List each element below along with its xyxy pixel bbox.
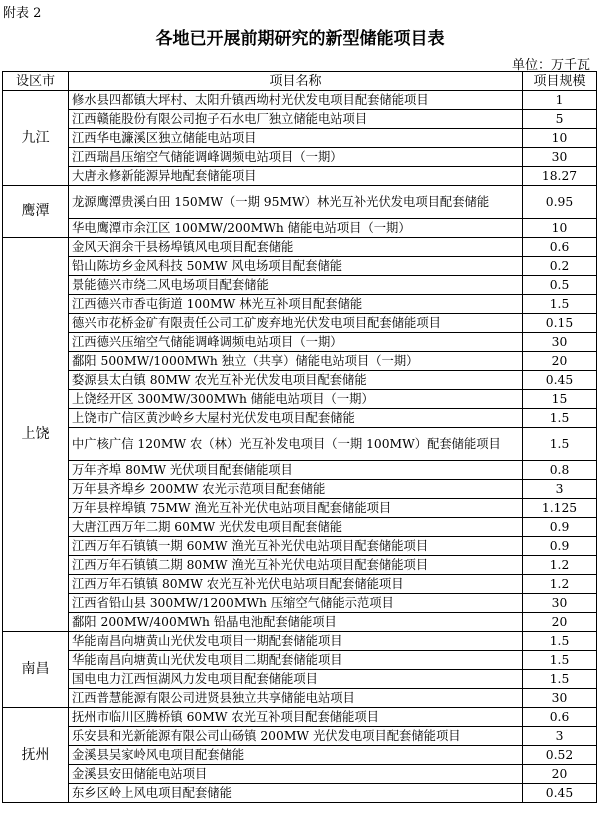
project-name: 铅山陈坊乡金风科技 50MW 风电场项目配套储能 xyxy=(69,257,523,276)
project-name: 华电鹰潭市余江区 100MW/200MWh 储能电站项目（一期） xyxy=(69,219,523,238)
project-scale: 20 xyxy=(523,765,597,784)
project-scale: 3 xyxy=(523,727,597,746)
project-scale: 1.5 xyxy=(523,295,597,314)
project-scale: 0.45 xyxy=(523,371,597,390)
project-scale: 15 xyxy=(523,390,597,409)
region-cell: 南昌 xyxy=(3,632,69,708)
project-name: 东乡区岭上风电项目配套储能 xyxy=(69,784,523,803)
project-name: 金风天润余干县杨埠镇风电项目配套储能 xyxy=(69,238,523,257)
region-cell: 鹰潭 xyxy=(3,186,69,238)
project-scale: 30 xyxy=(523,689,597,708)
project-scale: 0.8 xyxy=(523,461,597,480)
project-scale: 0.52 xyxy=(523,746,597,765)
project-name: 上饶市广信区黄沙岭乡大屋村光伏发电项目配套储能 xyxy=(69,409,523,428)
project-name: 江西普慧能源有限公司进贤县独立共享储能电站项目 xyxy=(69,689,523,708)
project-name: 德兴市花桥金矿有限责任公司工矿废弃地光伏发电项目配套储能项目 xyxy=(69,314,523,333)
project-scale: 0.9 xyxy=(523,518,597,537)
page-title: 各地已开展前期研究的新型储能项目表 xyxy=(155,29,445,49)
project-scale: 1 xyxy=(523,91,597,110)
project-name: 华能南昌向塘黄山光伏发电项目二期配套储能项目 xyxy=(69,651,523,670)
project-scale: 3 xyxy=(523,480,597,499)
annex-label: 附表 2 xyxy=(3,6,42,21)
project-name: 景能德兴市绕二风电场项目配套储能 xyxy=(69,276,523,295)
project-scale: 20 xyxy=(523,613,597,632)
project-scale: 20 xyxy=(523,352,597,371)
project-scale: 5 xyxy=(523,110,597,129)
project-name: 大唐永修新能源异地配套储能项目 xyxy=(69,167,523,186)
project-scale: 0.9 xyxy=(523,537,597,556)
project-scale: 1.5 xyxy=(523,632,597,651)
project-scale: 0.15 xyxy=(523,314,597,333)
project-name: 万年齐埠 80MW 光伏项目配套储能项目 xyxy=(69,461,523,480)
project-name: 万年县梓埠镇 75MW 渔光互补光伏电站项目配套储能项目 xyxy=(69,499,523,518)
project-scale: 1.5 xyxy=(523,651,597,670)
project-scale: 0.95 xyxy=(523,186,597,219)
region-cell: 抚州 xyxy=(3,708,69,803)
project-scale: 30 xyxy=(523,333,597,352)
unit-label: 单位：万千瓦 xyxy=(511,58,590,73)
project-name: 江西瑞昌压缩空气储能调峰调频电站项目（一期） xyxy=(69,148,523,167)
project-name: 万年县齐埠乡 200MW 农光示范项目配套储能 xyxy=(69,480,523,499)
project-scale: 1.2 xyxy=(523,575,597,594)
project-name: 鄱阳 200MW/400MWh 铅晶电池配套储能项目 xyxy=(69,613,523,632)
header-project-name: 项目名称 xyxy=(69,72,523,91)
region-cell: 九江 xyxy=(3,91,69,186)
project-name: 抚州市临川区腾桥镇 60MW 农光互补项目配套储能项目 xyxy=(69,708,523,727)
project-scale: 1.5 xyxy=(523,670,597,689)
region-cell: 上饶 xyxy=(3,238,69,632)
project-name: 金溪县吴家岭风电项目配套储能 xyxy=(69,746,523,765)
project-scale: 1.125 xyxy=(523,499,597,518)
project-scale: 0.2 xyxy=(523,257,597,276)
project-name: 修水县四都镇大坪村、太阳升镇西坳村光伏发电项目配套储能项目 xyxy=(69,91,523,110)
project-name: 江西万年石镇镇二期 80MW 渔光互补光伏电站项目配套储能项目 xyxy=(69,556,523,575)
project-name: 江西德兴市香屯街道 100MW 林光互补项目配套储能 xyxy=(69,295,523,314)
project-scale: 30 xyxy=(523,148,597,167)
project-scale: 10 xyxy=(523,219,597,238)
project-scale: 0.5 xyxy=(523,276,597,295)
project-name: 华能南昌向塘黄山光伏发电项目一期配套储能项目 xyxy=(69,632,523,651)
project-scale: 1.5 xyxy=(523,428,597,461)
project-name: 婺源县太白镇 80MW 农光互补光伏发电项目配套储能 xyxy=(69,371,523,390)
project-name: 江西万年石镇镇一期 60MW 渔光互补光伏电站项目配套储能项目 xyxy=(69,537,523,556)
project-scale: 1.2 xyxy=(523,556,597,575)
header-project-scale: 项目规模 xyxy=(523,72,597,91)
project-scale: 30 xyxy=(523,594,597,613)
project-scale: 1.5 xyxy=(523,409,597,428)
project-name: 大唐江西万年二期 60MW 光伏发电项目配套储能 xyxy=(69,518,523,537)
project-name: 乐安县和光新能源有限公司山砀镇 200MW 光伏发电项目配套储能项目 xyxy=(69,727,523,746)
project-name: 国电电力江西恒湖风力发电项目配套储能项目 xyxy=(69,670,523,689)
header-region: 设区市 xyxy=(3,72,69,91)
project-scale: 0.6 xyxy=(523,708,597,727)
project-scale: 18.27 xyxy=(523,167,597,186)
project-name: 江西万年石镇镇 80MW 农光互补光伏电站项目配套储能项目 xyxy=(69,575,523,594)
project-name: 江西赣能股份有限公司抱子石水电厂独立储能电站项目 xyxy=(69,110,523,129)
project-name: 江西省铅山县 300MW/1200MWh 压缩空气储能示范项目 xyxy=(69,594,523,613)
project-name: 龙源鹰潭贵溪白田 150MW（一期 95MW）林光互补光伏发电项目配套储能 xyxy=(69,186,523,219)
project-name: 金溪县安田储能电站项目 xyxy=(69,765,523,784)
project-name: 中广核广信 120MW 农（林）光互补发电项目（一期 100MW）配套储能项目 xyxy=(69,428,523,461)
project-scale: 10 xyxy=(523,129,597,148)
project-scale: 0.45 xyxy=(523,784,597,803)
project-scale: 0.6 xyxy=(523,238,597,257)
projects-table xyxy=(2,71,597,803)
project-name: 鄱阳 500MW/1000MWh 独立（共享）储能电站项目（一期） xyxy=(69,352,523,371)
project-name: 江西华电濂溪区独立储能电站项目 xyxy=(69,129,523,148)
project-name: 上饶经开区 300MW/300MWh 储能电站项目（一期） xyxy=(69,390,523,409)
project-name: 江西德兴压缩空气储能调峰调频电站项目（一期） xyxy=(69,333,523,352)
